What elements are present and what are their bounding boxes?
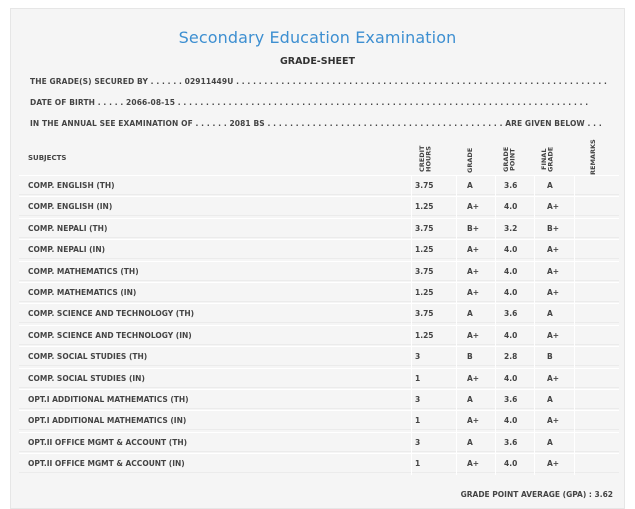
column-divider [574, 410, 575, 432]
grade-point-cell: 2.8 [504, 352, 518, 362]
grade-sheet-heading: GRADE-SHEET [279, 56, 356, 67]
column-divider [495, 196, 496, 218]
column-divider [411, 196, 412, 218]
grade-cell: A+ [467, 288, 480, 297]
column-divider [495, 175, 496, 197]
column-divider [534, 175, 535, 197]
column-divider [411, 368, 412, 390]
credit-hours-cell: 3 [415, 352, 421, 362]
grade-cell: A [467, 437, 473, 447]
column-divider [411, 239, 412, 261]
column-divider [495, 239, 496, 261]
final-grade-cell: A+ [547, 202, 560, 212]
final-grade-cell: A+ [547, 266, 560, 276]
column-divider [534, 261, 535, 283]
column-divider [574, 261, 575, 283]
subject-cell: COMP. ENGLISH (IN) [28, 202, 113, 212]
column-divider [574, 218, 575, 240]
subject-cell: COMP. SCIENCE AND TECHNOLOGY (TH) [28, 309, 195, 319]
credit-hours-cell: 3.75 [415, 266, 434, 276]
table-row [19, 410, 619, 430]
grade-cell: A+ [467, 373, 480, 383]
date-of-birth-line: DATE OF BIRTH . . . . . 2066-08-15 . . . . . . . . . . . . . . . . . . . . . . . . . . . . . . . . . . . . . . . . . . . . . . . . . . . . . . . . . . . . . . . . . . . . . . . . . [30, 98, 589, 107]
column-divider [534, 218, 535, 240]
column-divider [495, 325, 496, 347]
exam-year-line: IN THE ANNUAL SEE EXAMINATION OF . . . . . . 2081 BS . . . . . . . . . . . . . . . . . . . . . . . . . . . . . . . . . . . . . . . . . . ARE GIVEN BELOW . . . [30, 119, 602, 128]
column-divider [574, 282, 575, 304]
column-divider [456, 410, 457, 432]
subject-cell: OPT.II OFFICE MGMT & ACCOUNT (TH) [28, 437, 188, 447]
final-grade-cell: A+ [547, 330, 560, 340]
subject-cell: COMP. SOCIAL STUDIES (IN) [28, 373, 145, 383]
table-row [19, 261, 619, 281]
column-divider [456, 389, 457, 411]
column-divider [495, 261, 496, 283]
credit-hours-cell: 1.25 [415, 330, 434, 340]
table-row [19, 346, 619, 366]
symbol-number-line: THE GRADE(S) SECURED BY . . . . . . 02911449U . . . . . . . . . . . . . . . . . . . . . . . . . . . . . . . . . . . . . . . . . . . . . . . . . . . . . . . . . . . . . . . . . . [30, 77, 607, 86]
subject-cell: COMP. MATHEMATICS (TH) [28, 266, 139, 276]
final-grade-cell: A+ [547, 245, 560, 255]
column-divider [456, 239, 457, 261]
page-title: Secondary Education Examination [178, 28, 457, 47]
grade-point-cell: 4.0 [504, 416, 518, 426]
table-row [19, 175, 619, 195]
final-grade-cell: A [547, 181, 553, 190]
column-divider [574, 239, 575, 261]
grade-point-cell: 4.0 [504, 288, 518, 297]
column-divider [534, 282, 535, 304]
column-divider [534, 196, 535, 218]
column-divider [574, 346, 575, 368]
grade-cell: A [467, 309, 473, 319]
grade-point-cell: 3.6 [504, 181, 518, 190]
grade-cell: A+ [467, 416, 480, 426]
subject-cell: COMP. SOCIAL STUDIES (TH) [28, 352, 148, 362]
column-divider [495, 389, 496, 411]
column-divider [495, 282, 496, 304]
column-divider [456, 175, 457, 197]
subject-cell: COMP. ENGLISH (TH) [28, 181, 115, 190]
grade-cell: A+ [467, 202, 480, 212]
grade-point-cell: 4.0 [504, 330, 518, 340]
credit-hours-cell: 1 [415, 459, 421, 469]
grade-point-cell: 3.6 [504, 309, 518, 319]
table-row [19, 389, 619, 409]
column-divider [574, 432, 575, 454]
column-divider [534, 410, 535, 432]
subject-cell: COMP. SCIENCE AND TECHNOLOGY (IN) [28, 330, 192, 340]
column-divider [495, 303, 496, 325]
column-divider [456, 453, 457, 475]
subject-cell: COMP. NEPALI (TH) [28, 223, 108, 233]
subject-cell: COMP. MATHEMATICS (IN) [28, 288, 137, 297]
grade-point-cell: 4.0 [504, 459, 518, 469]
credit-hours-cell: 1.25 [415, 202, 434, 212]
column-divider [456, 196, 457, 218]
grade-cell: B [467, 352, 473, 362]
column-divider [534, 346, 535, 368]
column-divider [456, 368, 457, 390]
column-divider [495, 368, 496, 390]
table-row [19, 239, 619, 259]
grade-sheet [10, 8, 625, 509]
gpa-summary: GRADE POINT AVERAGE (GPA) : 3.62 [460, 490, 613, 499]
credit-hours-cell: 1.25 [415, 288, 434, 297]
final-grade-cell: A [547, 395, 553, 404]
column-divider [411, 410, 412, 432]
column-divider [534, 368, 535, 390]
subjects-header: SUBJECTS [28, 154, 67, 162]
column-divider [534, 239, 535, 261]
column-divider [574, 303, 575, 325]
column-divider [411, 389, 412, 411]
column-divider [411, 346, 412, 368]
column-divider [495, 346, 496, 368]
grade-point-cell: 3.6 [504, 395, 518, 404]
subject-cell: COMP. NEPALI (IN) [28, 245, 106, 255]
final-grade-cell: A [547, 437, 553, 447]
credit-hours-header: CREDIT HOURS [418, 145, 433, 173]
grade-cell: A+ [467, 245, 480, 255]
credit-hours-cell: 1 [415, 373, 421, 383]
table-row [19, 432, 619, 452]
final-grade-cell: A+ [547, 288, 560, 297]
subject-cell: OPT.I ADDITIONAL MATHEMATICS (IN) [28, 416, 187, 426]
grade-header: GRADE [466, 147, 474, 173]
table-row [19, 325, 619, 345]
column-divider [411, 218, 412, 240]
column-divider [495, 453, 496, 475]
column-divider [495, 410, 496, 432]
column-divider [534, 453, 535, 475]
column-divider [411, 325, 412, 347]
column-divider [495, 218, 496, 240]
column-divider [534, 303, 535, 325]
credit-hours-cell: 3.75 [415, 223, 434, 233]
grade-cell: A+ [467, 330, 480, 340]
column-divider [411, 453, 412, 475]
final-grade-cell: A+ [547, 459, 560, 469]
table-row [19, 368, 619, 388]
table-row [19, 218, 619, 238]
column-divider [574, 175, 575, 197]
table-row [19, 453, 619, 473]
column-divider [456, 218, 457, 240]
final-grade-header: FINAL GRADE [540, 146, 555, 173]
column-divider [456, 432, 457, 454]
table-row [19, 196, 619, 216]
column-divider [411, 261, 412, 283]
final-grade-cell: A [547, 309, 553, 319]
table-row [19, 303, 619, 323]
credit-hours-cell: 3.75 [415, 181, 434, 190]
credit-hours-cell: 3.75 [415, 309, 434, 319]
grade-cell: A+ [467, 266, 480, 276]
grade-cell: A [467, 181, 473, 190]
column-divider [411, 282, 412, 304]
final-grade-cell: B [547, 352, 553, 362]
subject-cell: OPT.II OFFICE MGMT & ACCOUNT (IN) [28, 459, 185, 469]
credit-hours-cell: 3 [415, 395, 421, 404]
column-divider [534, 432, 535, 454]
column-divider [456, 303, 457, 325]
column-divider [574, 196, 575, 218]
final-grade-cell: B+ [547, 223, 560, 233]
table-row [19, 282, 619, 302]
column-divider [456, 325, 457, 347]
credit-hours-cell: 1 [415, 416, 421, 426]
column-divider [574, 389, 575, 411]
grade-point-cell: 4.0 [504, 202, 518, 212]
column-divider [534, 325, 535, 347]
column-divider [534, 389, 535, 411]
grade-point-cell: 4.0 [504, 373, 518, 383]
grade-cell: A+ [467, 459, 480, 469]
credit-hours-cell: 3 [415, 437, 421, 447]
column-divider [411, 175, 412, 197]
final-grade-cell: A+ [547, 416, 560, 426]
column-divider [411, 432, 412, 454]
grade-point-cell: 4.0 [504, 245, 518, 255]
grade-point-cell: 4.0 [504, 266, 518, 276]
column-divider [456, 261, 457, 283]
column-divider [456, 282, 457, 304]
grade-cell: A [467, 395, 473, 404]
credit-hours-cell: 1.25 [415, 245, 434, 255]
column-divider [574, 325, 575, 347]
column-divider [574, 453, 575, 475]
grade-cell: B+ [467, 223, 480, 233]
subject-cell: OPT.I ADDITIONAL MATHEMATICS (TH) [28, 395, 189, 404]
grade-point-header: GRADE POINT [502, 146, 517, 173]
grade-point-cell: 3.6 [504, 437, 518, 447]
column-divider [574, 368, 575, 390]
column-divider [456, 346, 457, 368]
final-grade-cell: A+ [547, 373, 560, 383]
column-divider [411, 303, 412, 325]
column-divider [495, 432, 496, 454]
grade-point-cell: 3.2 [504, 223, 518, 233]
remarks-header: REMARKS [589, 139, 597, 175]
